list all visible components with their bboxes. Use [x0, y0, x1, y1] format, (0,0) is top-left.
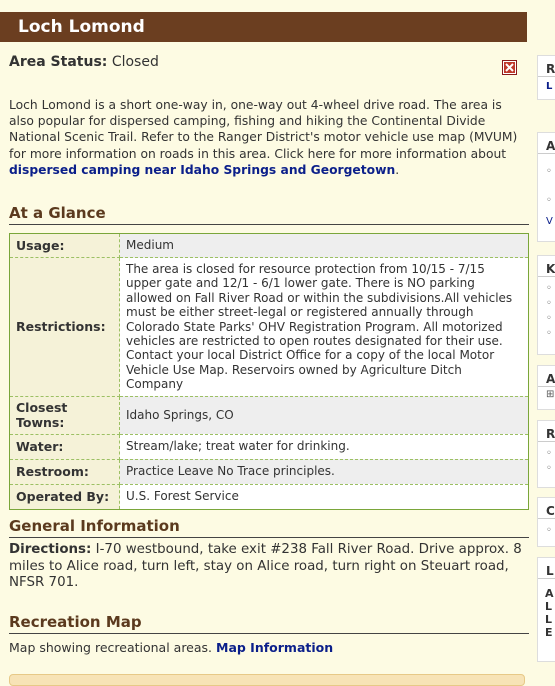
- row-value: U.S. Forest Service: [120, 484, 529, 509]
- area-status: [9, 54, 159, 70]
- directions-label: Directions:: [9, 542, 92, 557]
- row-key: Water:: [10, 434, 120, 459]
- table-row: [10, 434, 529, 459]
- row-value: Idaho Springs, CO: [120, 396, 529, 434]
- row-value: Stream/lake; treat water for drinking.: [120, 434, 529, 459]
- sidebar-link[interactable]: L: [546, 81, 553, 92]
- table-row: [10, 234, 529, 258]
- row-value: Medium: [120, 234, 529, 258]
- map-description: Map showing recreational areas.: [9, 640, 216, 655]
- sidebar-text: A: [545, 587, 554, 600]
- general-information-heading: General Information: [9, 517, 529, 538]
- dispersed-camping-link[interactable]: dispersed camping near Idaho Springs and Georgetown: [9, 162, 396, 177]
- area-status-label: Area Status:: [9, 54, 108, 70]
- row-key: Operated By:: [10, 484, 120, 509]
- at-a-glance-table: [9, 233, 529, 510]
- sidebar-box: [537, 365, 555, 410]
- sidebar-box: [537, 255, 555, 355]
- sidebar-box-heading: A: [538, 366, 555, 387]
- table-row: [10, 396, 529, 434]
- sidebar-text: L: [545, 600, 553, 613]
- sidebar-box-heading: A: [538, 133, 555, 154]
- sidebar-item[interactable]: ◦: [546, 463, 552, 474]
- sidebar-box: [537, 55, 555, 100]
- sidebar-box-heading: L: [538, 558, 555, 579]
- sidebar-box: [537, 557, 555, 662]
- directions: [9, 542, 529, 592]
- description-end: .: [395, 162, 400, 177]
- description-text: Loch Lomond is a short one-way in, one-way out 4-wheel drive road. The area is also popular for dispersed camping, fishing and hiking the Continental Divide National Scenic Trail. Refer to the Ranger District's motor vehicle use map (MVUM) for more information on roads in this area. Click here for more information about: [9, 98, 518, 161]
- sidebar-text: L: [545, 613, 553, 626]
- page-title: Loch Lomond: [0, 12, 527, 42]
- sidebar-box-heading: R: [538, 56, 555, 77]
- map-panel-top: [9, 674, 525, 686]
- area-status-value: Closed: [111, 54, 159, 70]
- row-key: Restrictions:: [10, 258, 120, 397]
- sidebar-item[interactable]: ◦: [546, 166, 552, 177]
- sidebar-item[interactable]: ◦: [546, 448, 552, 459]
- sidebar-item[interactable]: ◦: [546, 298, 552, 309]
- sidebar-item[interactable]: ◦: [546, 313, 552, 324]
- row-value: Practice Leave No Trace principles.: [120, 459, 529, 484]
- sidebar-box-heading: K: [538, 256, 555, 277]
- sidebar-text: E: [545, 626, 553, 639]
- sidebar-box-heading: C: [538, 498, 555, 519]
- row-value: The area is closed for resource protection from 10/15 - 7/15 upper gate and 12/1 - 6/1 lower gate. There is NO parking allowed on Fall River Road or within the subdivisions.All vehicles must be either street-legal or registered annually through Colorado State Parks' OHV Registration Program. All motorized vehicles are restricted to open routes designated for their use. Contact your local District Office for a copy of the local Motor Vehicle Use Map. Reservoirs owned by Agriculture Ditch Company: [120, 258, 529, 397]
- table-row: [10, 258, 529, 397]
- sidebar-box: [537, 132, 555, 242]
- directions-text: I-70 westbound, take exit #238 Fall River Road. Drive approx. 8 miles to Alice road, turn left, stay on Alice road, turn right on Steuart road, NFSR 701.: [9, 542, 522, 590]
- sidebar-box-heading: R: [538, 421, 555, 442]
- sidebar-item[interactable]: ◦: [546, 283, 552, 294]
- map-information-link[interactable]: Map Information: [216, 640, 334, 655]
- at-a-glance-heading: At a Glance: [9, 204, 529, 225]
- expand-icon[interactable]: ⊞: [546, 389, 555, 400]
- row-key: Closest Towns:: [10, 396, 120, 434]
- sidebar-item[interactable]: ◦: [546, 525, 552, 536]
- row-key: Usage:: [10, 234, 120, 258]
- sidebar-item[interactable]: ◦: [546, 328, 552, 339]
- sidebar-box: [537, 497, 555, 547]
- area-description: [9, 97, 524, 178]
- closed-status-icon: [502, 60, 517, 75]
- sidebar-item[interactable]: ◦: [546, 195, 552, 206]
- row-key: Restroom:: [10, 459, 120, 484]
- table-row: [10, 459, 529, 484]
- table-row: [10, 484, 529, 509]
- sidebar-box: [537, 420, 555, 488]
- sidebar-link[interactable]: V: [546, 216, 553, 227]
- recreation-map-text: [9, 640, 333, 655]
- recreation-map-heading: Recreation Map: [9, 613, 529, 634]
